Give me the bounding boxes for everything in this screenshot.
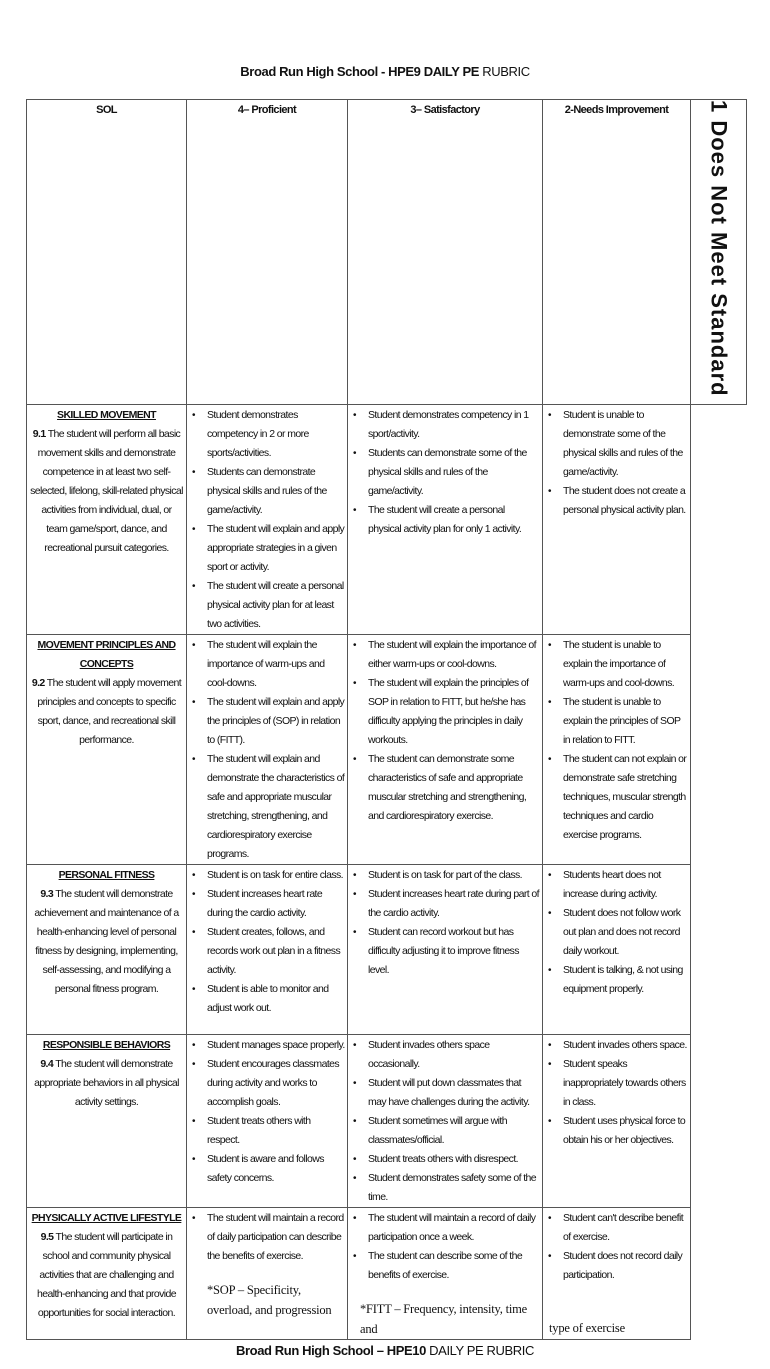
sol-cell <box>27 404 187 634</box>
proficient-cell <box>187 1034 348 1207</box>
criteria-list <box>348 636 542 826</box>
criteria-item: • Student encourages classmates during activity and works to accomplish goals. <box>207 1055 345 1112</box>
criteria-item: • Student sometimes will argue with classmates/official. <box>368 1112 540 1150</box>
criteria-item: • The student will explain the principles of SOP in relation to FITT, but he/she has difficulty applying the principles in daily workouts. <box>368 674 540 750</box>
sol-text: The student will participate in school and community physical activities that are challenging and health-enhancing and that provide opportunities for social interaction. <box>37 1230 176 1319</box>
criteria-list <box>348 1209 542 1285</box>
title-normal: RUBRIC <box>479 64 530 79</box>
criteria-item: • Student can't describe benefit of exercise. <box>563 1209 688 1247</box>
criteria-item: • The student will maintain a record of daily participation once a week. <box>368 1209 540 1247</box>
criteria-item: • The student will explain and demonstrate the characteristics of safe and appropriate muscular stretching, strengthening, and cardiorespiratory exercise programs. <box>207 750 345 864</box>
criteria-item: • The student can demonstrate some characteristics of safe and appropriate muscular stretching and strengthening, and cardiorespiratory exercise. <box>368 750 540 826</box>
criteria-item: • The student will explain the importance of warm-ups and cool-downs. <box>207 636 345 693</box>
criteria-item: • The student is unable to explain the principles of SOP in relation to FITT. <box>563 693 688 750</box>
criteria-list <box>187 406 347 634</box>
criteria-item: • The student will explain and apply the principles of (SOP) in relation to (FITT). <box>207 693 345 750</box>
criteria-item: • Student speaks inappropriately towards others in class. <box>563 1055 688 1112</box>
criteria-item: • Student is talking, & not using equipment properly. <box>563 961 688 999</box>
sol-title: SKILLED MOVEMENT <box>57 408 156 421</box>
document-title <box>0 0 770 80</box>
criteria-item: • The student will explain and apply appropriate strategies in a given sport or activity. <box>207 520 345 577</box>
criteria-item: • Student does not record daily participation. <box>563 1247 688 1285</box>
satisfactory-cell <box>348 1207 543 1339</box>
does-not-meet-column <box>691 100 747 405</box>
title-bold: Broad Run High School - HPE9 DAILY PE <box>240 64 480 79</box>
criteria-item: • Student manages space properly. <box>207 1036 345 1055</box>
rubric-body <box>27 404 747 1339</box>
sol-code: 9.5 <box>40 1230 54 1243</box>
header-needs-improvement: 2-Needs Improvement <box>543 100 691 405</box>
needs-cell <box>543 1207 691 1339</box>
satisfactory-cell <box>348 1034 543 1207</box>
sol-cell <box>27 1207 187 1339</box>
sol-title: PERSONAL FITNESS <box>58 868 155 881</box>
criteria-list <box>543 1036 690 1150</box>
sol-text: The student will apply movement principles and concepts to specific sport, dance, and recreational skill performance. <box>37 676 182 746</box>
criteria-item: • Student demonstrates safety some of the time. <box>368 1169 540 1207</box>
criteria-item: • Student demonstrates competency in 1 sport/activity. <box>368 406 540 444</box>
satisfactory-cell <box>348 864 543 1034</box>
criteria-item: • Student is aware and follows safety concerns. <box>207 1150 345 1188</box>
criteria-list <box>348 406 542 539</box>
criteria-item: • Student demonstrates competency in 2 or more sports/activities. <box>207 406 345 463</box>
criteria-list <box>543 636 690 845</box>
criteria-item: • Students can demonstrate some of the physical skills and rules of the game/activity. <box>368 444 540 501</box>
criteria-item: • The student can not explain or demonstrate safe stretching techniques, muscular strength techniques and cardio exercise programs. <box>563 750 688 845</box>
proficient-cell <box>187 404 348 634</box>
rubric-row <box>27 1207 747 1339</box>
criteria-item: • Student uses physical force to obtain his or her objectives. <box>563 1112 688 1150</box>
criteria-item: • The student will maintain a record of daily participation can describe the benefits of exercise. <box>207 1209 345 1266</box>
criteria-item: • Student increases heart rate during part of the cardio activity. <box>368 885 540 923</box>
needs-cell <box>543 634 691 864</box>
sol-code: 9.3 <box>40 887 54 900</box>
criteria-list <box>543 406 690 520</box>
sol-code: 9.2 <box>31 676 45 689</box>
document-footer-title <box>0 1343 770 1369</box>
sol-cell <box>27 864 187 1034</box>
sol-cell <box>27 1034 187 1207</box>
header-satisfactory: 3– Satisfactory <box>348 100 543 405</box>
sol-title: MOVEMENT PRINCIPLES AND CONCEPTS <box>37 638 176 670</box>
sol-code: 9.4 <box>40 1057 54 1070</box>
header-proficient: 4– Proficient <box>187 100 348 405</box>
criteria-item: • The student can describe some of the benefits of exercise. <box>368 1247 540 1285</box>
criteria-item: • Student is able to monitor and adjust work out. <box>207 980 345 1018</box>
sol-text: The student will perform all basic movement skills and demonstrate competence in at least two self-selected, lifelong, skill-related physical activities from individual, dual, or team game/sport, dance, and recreational pursuit categories. <box>30 427 183 554</box>
criteria-item: • Student creates, follows, and records work out plan in a fitness activity. <box>207 923 345 980</box>
criteria-item: • Student is on task for entire class. <box>207 866 345 885</box>
criteria-list <box>187 866 347 1018</box>
footer-title-bold: Broad Run High School – HPE10 <box>236 1342 426 1358</box>
criteria-list <box>187 1209 347 1266</box>
criteria-item: • The student is unable to explain the importance of warm-ups and cool-downs. <box>563 636 688 693</box>
needs-cell <box>543 864 691 1034</box>
sol-text: The student will demonstrate appropriate behaviors in all physical activity settings. <box>34 1057 179 1108</box>
satisfactory-cell <box>348 404 543 634</box>
needs-cell <box>543 404 691 634</box>
criteria-list <box>187 1036 347 1188</box>
rubric-row <box>27 634 747 864</box>
criteria-item: • Student invades others space occasionally. <box>368 1036 540 1074</box>
sol-title: PHYSICALLY ACTIVE LIFESTYLE <box>31 1211 182 1224</box>
criteria-item: • Student increases heart rate during the cardio activity. <box>207 885 345 923</box>
criteria-item: • Student invades others space. <box>563 1036 688 1055</box>
criteria-item: • Student is unable to demonstrate some of the physical skills and rules of the game/activity. <box>563 406 688 482</box>
header-row <box>27 100 747 405</box>
criteria-item: • Student does not follow work out plan and does not record daily workout. <box>563 904 688 961</box>
criteria-item: • Student treats others with disrespect. <box>368 1150 540 1169</box>
proficient-cell <box>187 1207 348 1339</box>
fitt-footnote: *FITT – Frequency, intensity, time and <box>360 1301 528 1336</box>
criteria-item: • The student will create a personal physical activity plan for at least two activities. <box>207 577 345 634</box>
criteria-item: • The student will explain the importance of either warm-ups or cool-downs. <box>368 636 540 674</box>
sol-text: The student will demonstrate achievement and maintenance of a health-enhancing level of personal fitness by designing, implementing, self-assessing, and modifying a personal fitness program. <box>34 887 179 995</box>
criteria-item: • Student will put down classmates that may have challenges during the activity. <box>368 1074 540 1112</box>
sol-code: 9.1 <box>32 427 46 440</box>
criteria-item: • The student does not create a personal physical activity plan. <box>563 482 688 520</box>
side-label-does-not-meet: 1 Does Not Meet Standard <box>706 100 732 397</box>
fitt-footnote-cont: type of exercise <box>549 1320 625 1335</box>
rubric-row <box>27 864 747 1034</box>
sop-footnote: *SOP – Specificity, overload, and progression <box>207 1282 332 1317</box>
criteria-list <box>348 1036 542 1207</box>
criteria-list <box>348 866 542 980</box>
header-sol: SOL <box>27 100 187 405</box>
sol-title: RESPONSIBLE BEHAVIORS <box>42 1038 171 1051</box>
proficient-cell <box>187 864 348 1034</box>
criteria-item: • Students heart does not increase during activity. <box>563 866 688 904</box>
proficient-cell <box>187 634 348 864</box>
footer-title-normal: DAILY PE RUBRIC <box>425 1342 534 1358</box>
criteria-item: • The student will create a personal physical activity plan for only 1 activity. <box>368 501 540 539</box>
criteria-list <box>543 866 690 999</box>
criteria-list <box>187 636 347 864</box>
criteria-item: • Students can demonstrate physical skills and rules of the game/activity. <box>207 463 345 520</box>
needs-cell <box>543 1034 691 1207</box>
criteria-item: • Student can record workout but has difficulty adjusting it to improve fitness level. <box>368 923 540 980</box>
criteria-item: • Student is on task for part of the class. <box>368 866 540 885</box>
rubric-row <box>27 1034 747 1207</box>
rubric-row <box>27 404 747 634</box>
criteria-item: • Student treats others with respect. <box>207 1112 345 1150</box>
rubric-table <box>26 99 747 1340</box>
satisfactory-cell <box>348 634 543 864</box>
criteria-list <box>543 1209 690 1285</box>
sol-cell <box>27 634 187 864</box>
